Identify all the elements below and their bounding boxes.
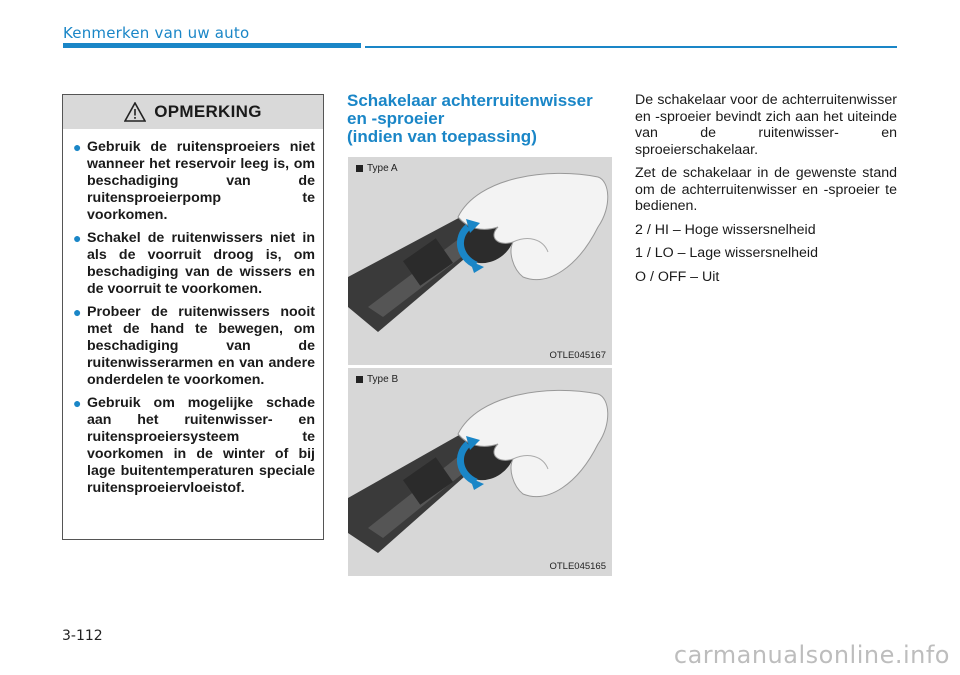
- section-header-title: Kenmerken van uw auto: [63, 24, 250, 42]
- note-item-text: Schakel de ruitenwissers niet in als de voorruit droog is, om beschadiging van de wissers en de voorruit te voorkomen.: [87, 230, 315, 297]
- figure-type-b: [348, 368, 612, 576]
- page-number: 3-112: [62, 628, 103, 644]
- paragraph: 2 / HI – Hoge wissersnelheid: [635, 221, 816, 238]
- figure-type-a: [348, 157, 612, 365]
- header-bar: [63, 43, 361, 48]
- note-title: OPMERKING: [154, 102, 262, 121]
- note-item-text: Gebruik de ruitensproeiers niet wanneer het reservoir leeg is, om beschadiging van de ruitensproeierpomp te voorkomen.: [87, 139, 315, 223]
- watermark: carmanualsonline.info: [673, 641, 950, 669]
- note-item-text: Gebruik om mogelijke schade aan het ruitenwisser- en ruitensproeiersysteem te voorkomen in de winter of bij lage buitentemperaturen speciale ruitensproeiervloeistof.: [87, 395, 315, 496]
- note-item: [73, 304, 315, 389]
- note-list: [63, 129, 323, 497]
- bullet-icon: ●: [73, 304, 82, 320]
- paragraph: De schakelaar voor de achterruitenwisser en -sproeier bevindt zich aan het uiteinde van de ruitenwisser- en sproeierschakelaar.: [635, 92, 897, 158]
- wiper-stalk-illustration: [348, 368, 612, 576]
- note-header: [63, 95, 323, 129]
- bullet-icon: ●: [73, 139, 82, 155]
- bullet-icon: ●: [73, 230, 82, 246]
- note-box: [62, 94, 324, 540]
- section-title-line: en -sproeier: [347, 109, 445, 128]
- bullet-icon: ●: [73, 395, 82, 411]
- wiper-stalk-illustration: [348, 157, 612, 365]
- note-item: [73, 230, 315, 298]
- note-item-text: Probeer de ruitenwissers nooit met de hand te bewegen, om beschadiging van de ruitenwisserarmen en van andere onderdelen te voorkomen.: [87, 304, 315, 388]
- figure-code: OTLE045165: [549, 561, 606, 572]
- paragraph: Zet de schakelaar in de gewenste stand om de achterruitenwisser en -sproeier te bedienen.: [635, 165, 897, 214]
- section-title-line: (indien van toepassing): [347, 127, 537, 146]
- figure-type-label: Type B: [356, 374, 398, 385]
- note-item: [73, 139, 315, 224]
- warning-triangle-icon: [124, 102, 146, 122]
- section-title-line: Schakelaar achterruitenwisser: [347, 91, 593, 110]
- figure-type-label: Type A: [356, 163, 398, 174]
- figure-code: OTLE045167: [549, 350, 606, 361]
- paragraph: 1 / LO – Lage wissersnelheid: [635, 245, 818, 261]
- paragraph: O / OFF – Uit: [635, 268, 720, 285]
- section-title: [347, 92, 612, 146]
- note-item: [73, 395, 315, 497]
- header-rule: [365, 46, 897, 48]
- body-text: [635, 92, 897, 292]
